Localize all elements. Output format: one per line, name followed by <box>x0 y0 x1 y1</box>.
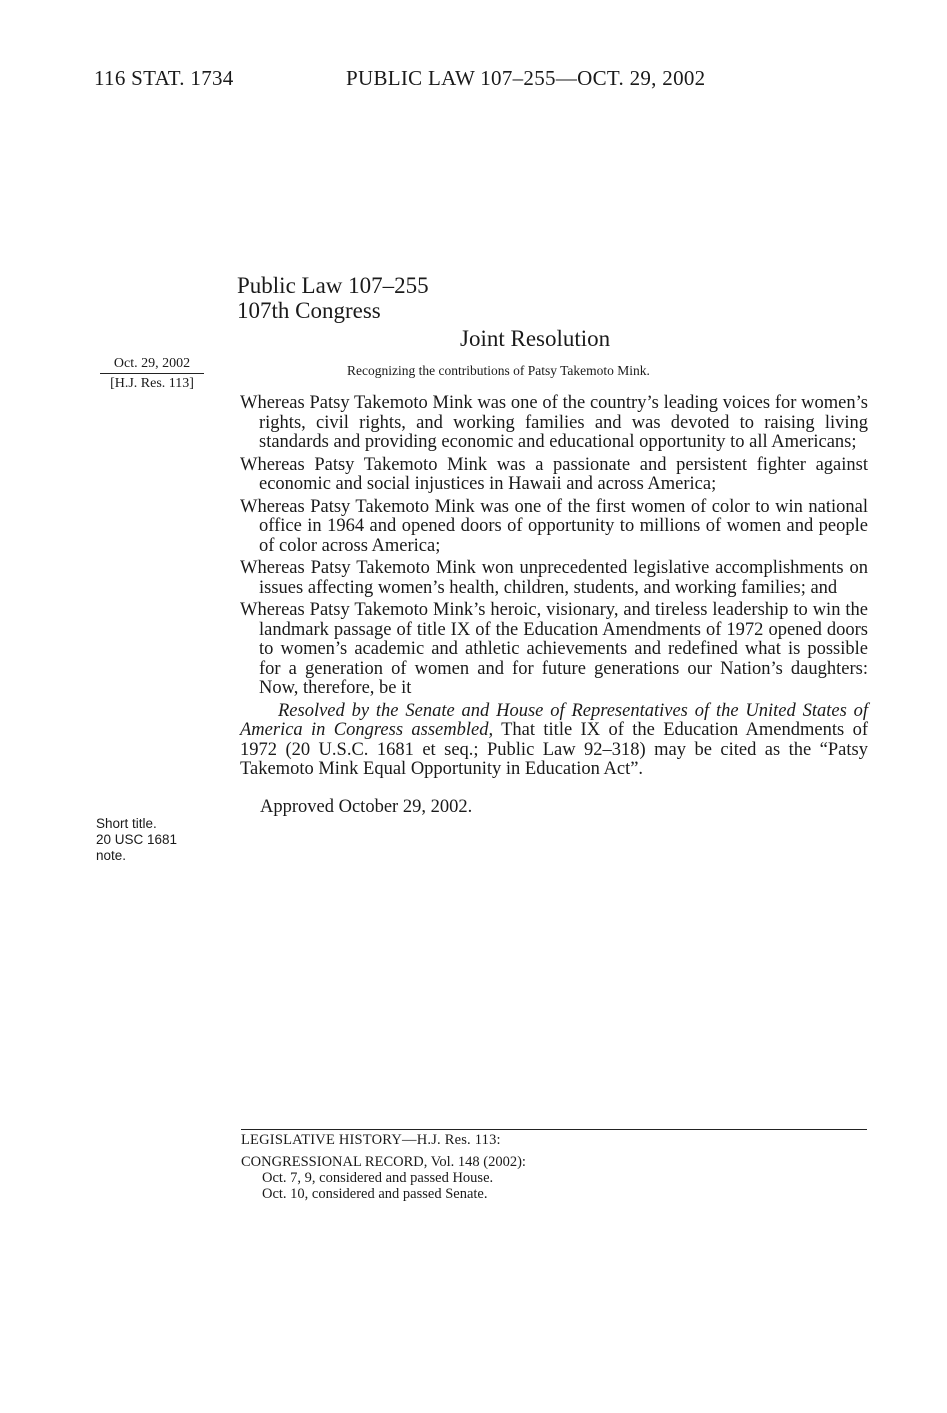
joint-resolution-heading: Joint Resolution <box>460 326 611 351</box>
law-title-block <box>237 273 429 323</box>
margin-note-line: Short title. <box>96 816 157 831</box>
whereas-clause: Whereas Patsy Takemoto Mink was one of the first women of color to win national office in 1964 and opened doors of opportunity to millions of women and people of color across America; <box>240 496 868 556</box>
stat-page-number: 116 STAT. 1734 <box>94 66 234 90</box>
congressional-record: CONGRESSIONAL RECORD, Vol. 148 (2002): <box>241 1154 526 1170</box>
approval-date: Approved October 29, 2002. <box>260 796 473 817</box>
history-entry: Oct. 10, considered and passed Senate. <box>262 1186 488 1202</box>
legislative-history <box>241 1129 867 1202</box>
congress-number: 107th Congress <box>237 298 381 323</box>
short-title-margin-note <box>96 816 206 864</box>
whereas-clause: Whereas Patsy Takemoto Mink won unprecedented legislative accomplishments on issues affecting women’s health, children, students, and working families; and <box>240 558 868 598</box>
public-law-number: Public Law 107–255 <box>237 273 429 298</box>
resolved-clause <box>240 702 868 780</box>
running-head <box>0 66 947 96</box>
margin-resolution-number: [H.J. Res. 113] <box>110 376 194 391</box>
resolution-purpose: Recognizing the contributions of Patsy Takemoto Mink. <box>347 363 650 378</box>
whereas-clause: Whereas Patsy Takemoto Mink was a passionate and persistent fighter against economic and social injustices in Hawaii and across America; <box>240 454 868 494</box>
whereas-clause: Whereas Patsy Takemoto Mink was one of the country’s leading voices for women’s rights, civil rights, and working families and was devoted to raising living standards and providing economic and educational opportunity to all Americans; <box>240 393 868 452</box>
resolved-text: That title IX of the Education Amendments of 1972 (20 U.S.C. 1681 et seq.; Public Law 92–318) may be cited as the “Patsy Takemoto Mink Equal Opportunity in Education Act”. <box>240 720 868 779</box>
resolution-body <box>240 394 868 817</box>
history-entry: Oct. 7, 9, considered and passed House. <box>262 1170 494 1186</box>
margin-date-note <box>96 354 208 393</box>
margin-note-line: note. <box>96 848 127 863</box>
enacting-clause: Resolved by the Senate and House of Representatives of the United States of America in Congress assembled, <box>240 700 868 740</box>
margin-note-line: 20 USC 1681 <box>96 832 178 847</box>
history-heading: LEGISLATIVE HISTORY—H.J. Res. 113: <box>241 1132 501 1148</box>
running-head-law-date: PUBLIC LAW 107–255—OCT. 29, 2002 <box>346 66 706 90</box>
history-rule <box>241 1129 867 1130</box>
margin-date: Oct. 29, 2002 <box>113 356 191 371</box>
whereas-clause: Whereas Patsy Takemoto Mink’s heroic, visionary, and tireless leadership to win the landmark passage of title IX of the Education Amendments of 1972 opened doors to women’s academic and athletic achievements and redefined what is possible for a generation of women and for future generations our Nation’s daughters: Now, therefore, be it <box>240 600 868 698</box>
